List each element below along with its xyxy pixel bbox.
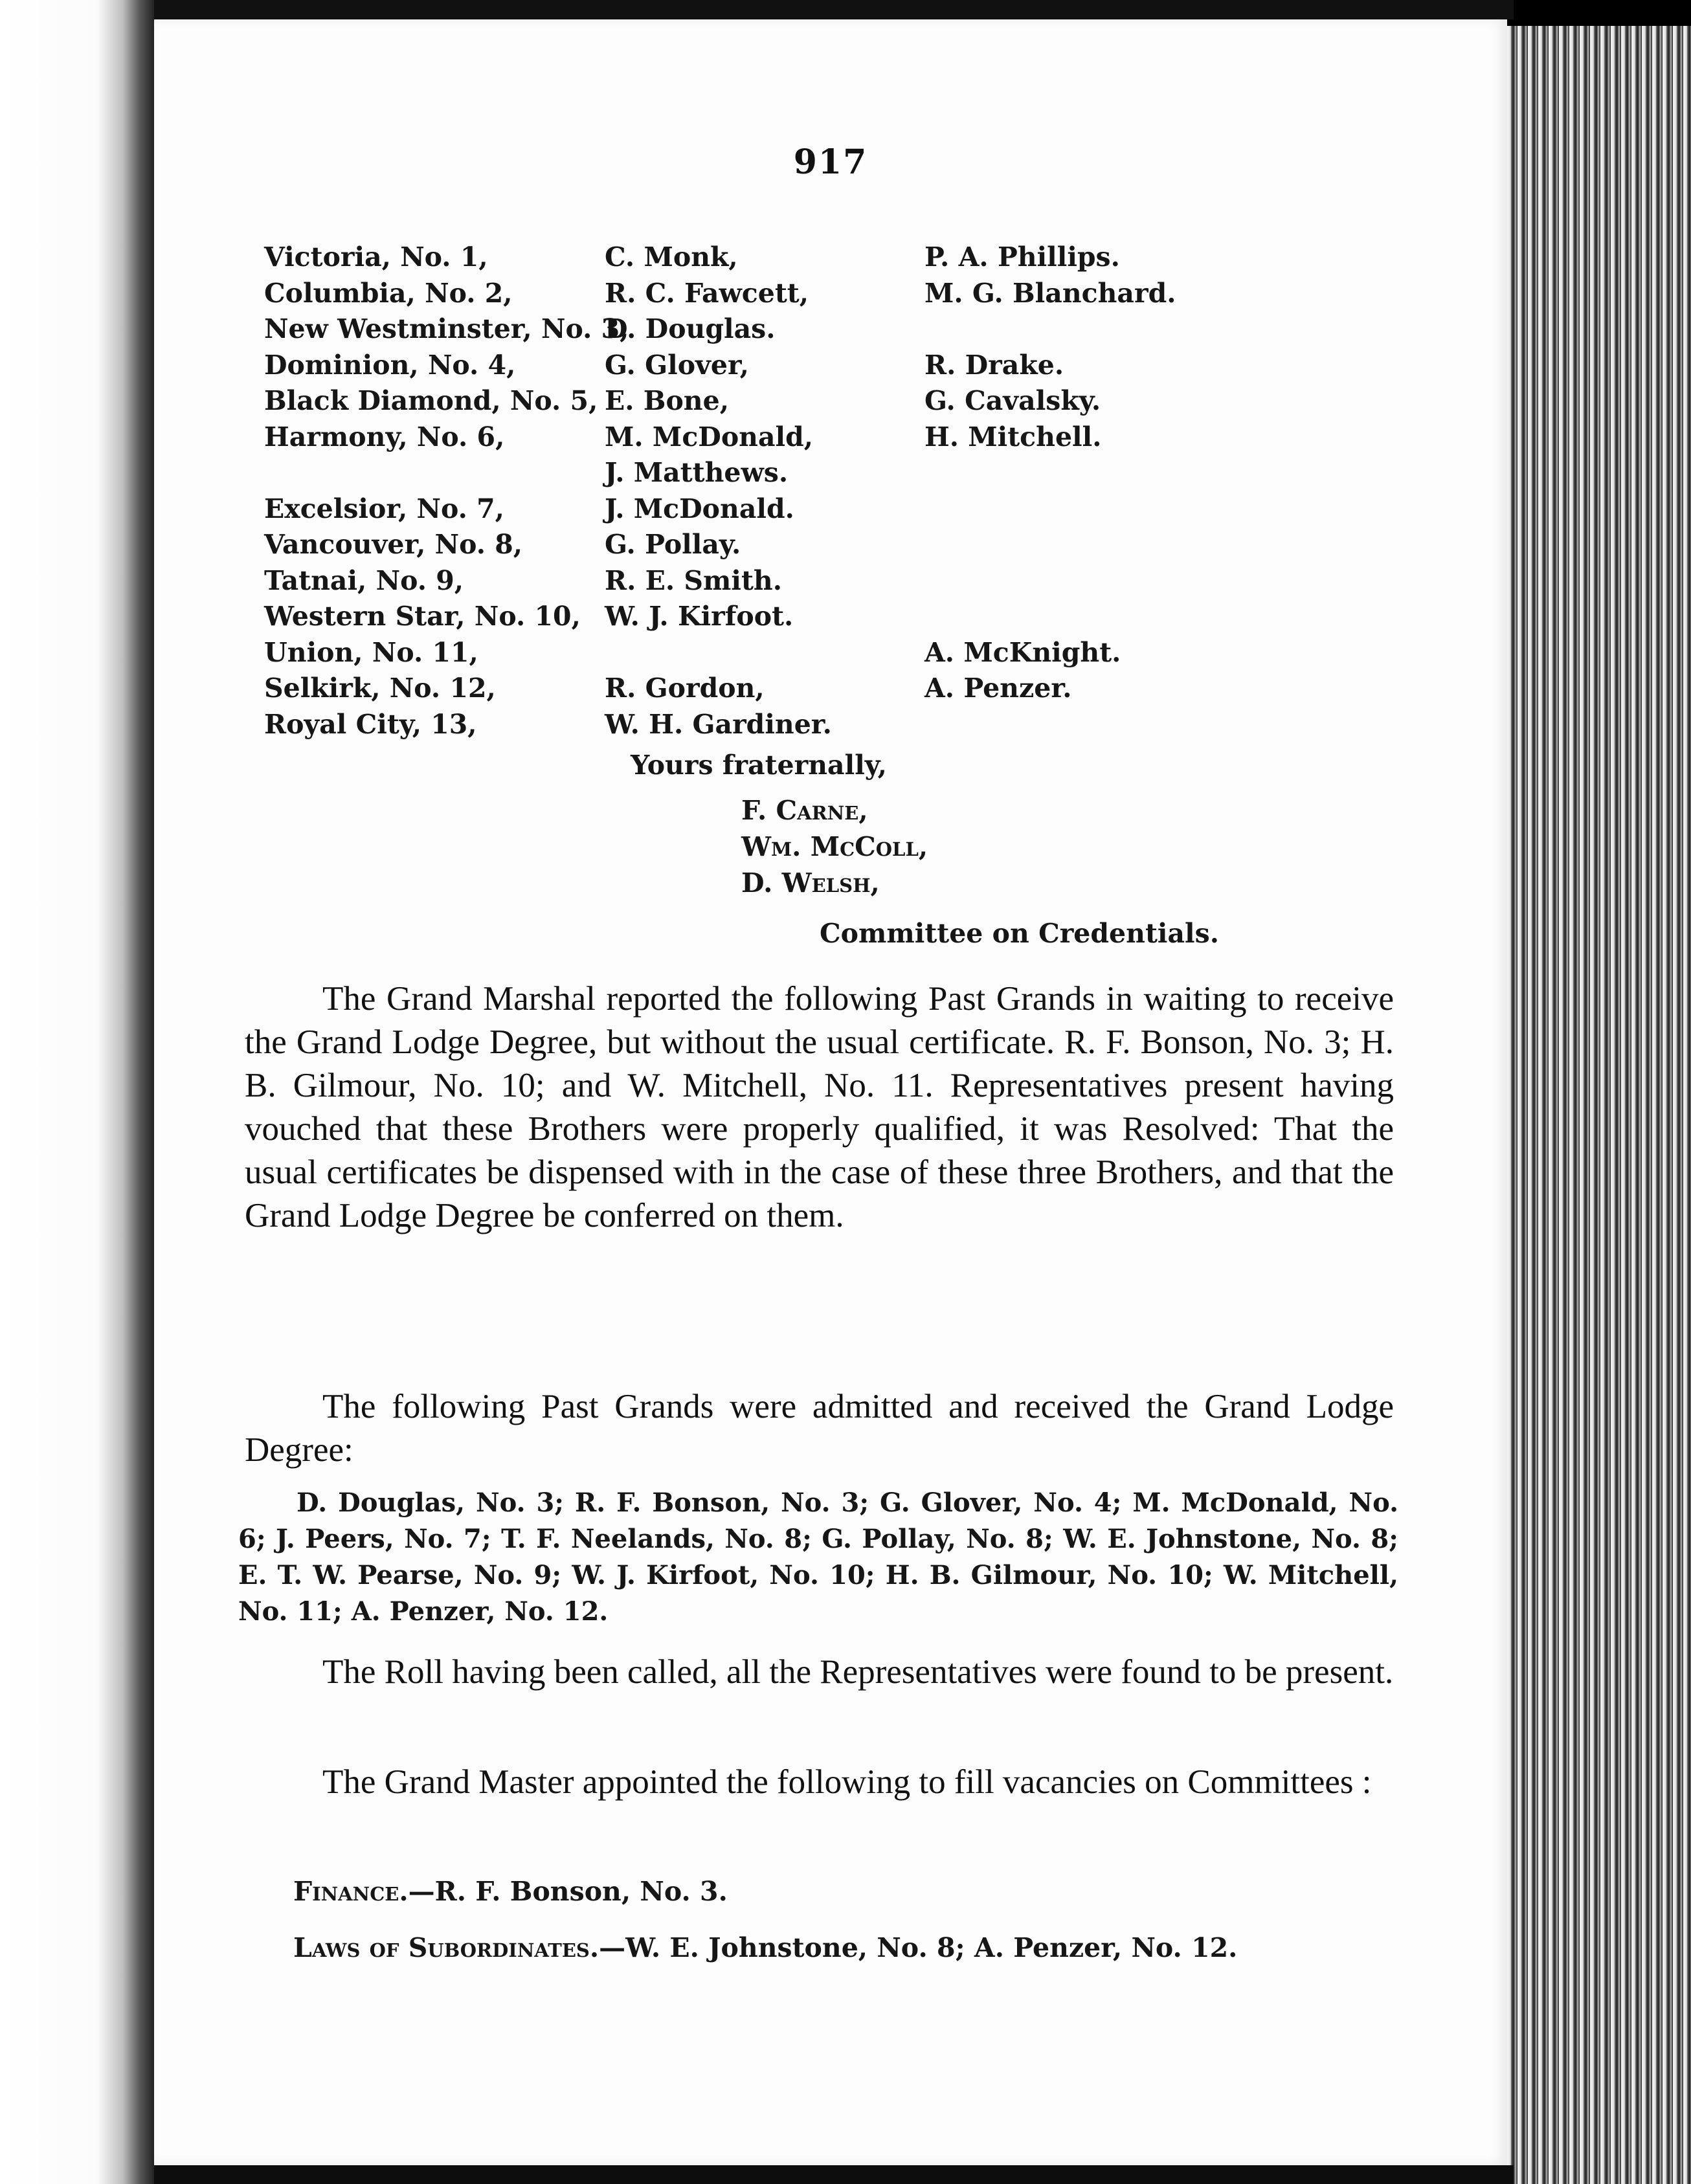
committee-members: —W. E. Johnstone, No. 8; A. Penzer, No. 12.	[599, 1932, 1238, 1963]
representative-name: M. G. Blanchard.	[924, 277, 1176, 309]
signature-block	[741, 795, 928, 904]
lodge-name: Dominion, No. 4,	[264, 349, 516, 381]
book-page-edges	[1507, 26, 1691, 2184]
signatory-name: D. Welsh,	[741, 867, 880, 898]
committee-members: —R. F. Bonson, No. 3.	[408, 1876, 728, 1907]
left-page-edge	[0, 0, 154, 2184]
representative-name: R. E. Smith.	[605, 564, 783, 596]
representative-name: G. Cavalsky.	[924, 385, 1101, 416]
committee-signature: Committee on Credentials.	[820, 918, 1219, 949]
committee-name: Laws of Subordinates.	[293, 1932, 599, 1963]
representative-name	[924, 311, 1176, 348]
representative-name: H. Mitchell.	[924, 421, 1102, 452]
committee-finance	[293, 1876, 728, 1907]
representative-name	[605, 635, 832, 671]
lodge-name: New Westminster, No. 3,	[264, 313, 629, 344]
book-page	[154, 19, 1507, 2165]
lodge-name: Vancouver, No. 8,	[264, 529, 523, 560]
signatory-name: Wm. McColl,	[741, 831, 928, 862]
representative-name: R. C. Fawcett,	[605, 277, 809, 309]
representative-name: W. J. Kirfoot.	[605, 601, 794, 632]
representative-name: W. H. Gardiner.	[605, 708, 832, 740]
representative-column	[605, 240, 832, 742]
admitted-past-grands-list: D. Douglas, No. 3; R. F. Bonson, No. 3; G. Glover, No. 4; M. McDonald, No. 6; J. Peers, No. 7; T. F. Neelands, No. 8; G. Pollay, No. 8; W. E. Johnstone, No. 8; E. T. W. Pearse, No. 9; W. J. Kirfoot, No. 10; H. B. Gilmour, No. 10; W. Mitchell, No. 11; A. Penzer, No. 12.	[238, 1488, 1398, 1627]
representative-name	[924, 599, 1176, 635]
representative-name: R. Gordon,	[605, 673, 765, 704]
paragraph-roll-call: The Roll having been called, all the Representatives were found to be present.	[322, 1653, 1394, 1691]
paragraph-committee-appointments: The Grand Master appointed the following to fill vacancies on Committees :	[322, 1763, 1372, 1801]
representative-name: P. A. Phillips.	[924, 241, 1120, 273]
lodge-name: Union, No. 11,	[264, 636, 478, 668]
representative-name: G. Pollay.	[605, 529, 741, 560]
representative-name	[924, 563, 1176, 599]
representative-name: J. Matthews.	[605, 457, 789, 488]
lodge-name: Selkirk, No. 12,	[264, 673, 496, 704]
representative-name: J. McDonald.	[605, 493, 794, 524]
representative-name: E. Bone,	[605, 385, 729, 416]
lodge-name	[264, 455, 629, 491]
lodge-name: Black Diamond, No. 5,	[264, 385, 598, 416]
representative-name	[924, 491, 1176, 528]
scan-border-bottom	[154, 2165, 1514, 2184]
representative-name	[924, 455, 1176, 491]
representative-name: A. Penzer.	[924, 673, 1072, 704]
other-representative-column	[924, 240, 1176, 742]
lodge-column	[264, 240, 629, 742]
representative-name: M. McDonald,	[605, 421, 814, 452]
page-number: 917	[793, 142, 868, 182]
committee-laws-of-subordinates	[293, 1932, 1237, 1963]
lodge-name: Western Star, No. 10,	[264, 601, 581, 632]
signatory-name: F. Carne,	[741, 795, 868, 826]
representative-name: A. McKnight.	[924, 636, 1121, 668]
lodge-name: Royal City, 13,	[264, 708, 477, 740]
representative-name: G. Glover,	[605, 349, 749, 381]
representative-name: D. Douglas.	[605, 313, 776, 344]
representative-name	[924, 707, 1176, 743]
lodge-name: Columbia, No. 2,	[264, 277, 513, 309]
paragraph-admitted-intro: The following Past Grands were admitted and received the Grand Lodge Degree:	[245, 1388, 1394, 1469]
representative-name: R. Drake.	[924, 349, 1064, 381]
lodge-name: Harmony, No. 6,	[264, 421, 505, 452]
salutation: Yours fraternally,	[631, 750, 887, 781]
lodge-name: Excelsior, No. 7,	[264, 493, 504, 524]
committee-name: Finance.	[293, 1876, 409, 1907]
paragraph-grand-marshal-report: The Grand Marshal reported the following Past Grands in waiting to receive the Grand Lodge Degree, but without the usual certificate. R. F. Bonson, No. 3; H. B. Gilmour, No. 10; and W. Mitchell, No. 11. Representatives present having vouched that these Brothers were properly qualified, it was Resolved: That the usual certificates be dispensed with in the case of these three Brothers, and that the Grand Lodge Degree be conferred on them.	[245, 980, 1394, 1234]
representative-name	[924, 527, 1176, 563]
lodge-name: Victoria, No. 1,	[264, 241, 488, 273]
representative-name: C. Monk,	[605, 241, 738, 273]
scan-border-top	[154, 0, 1514, 19]
lodge-name: Tatnai, No. 9,	[264, 564, 464, 596]
